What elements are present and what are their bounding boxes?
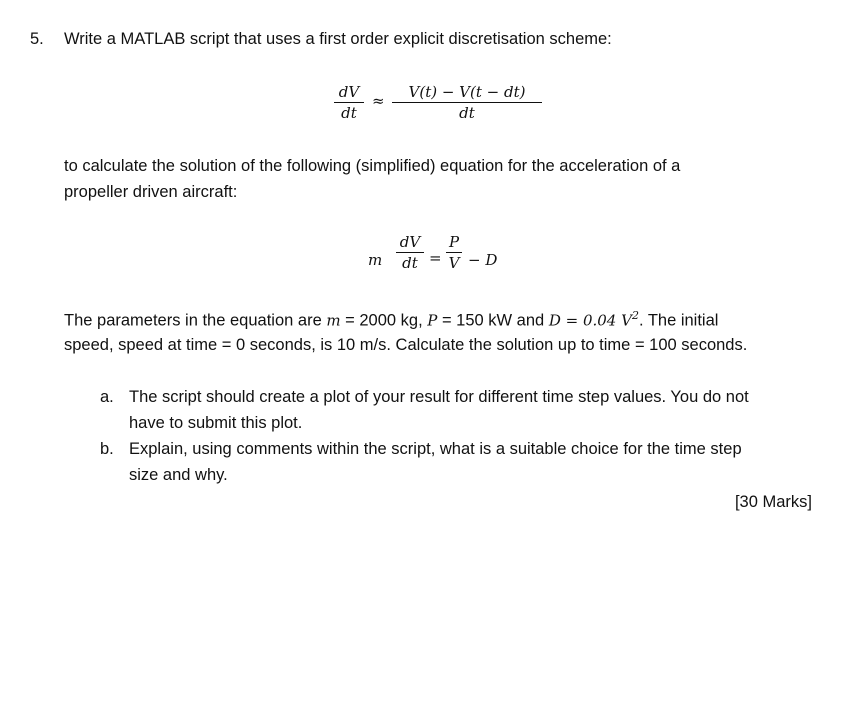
parameters-line-2: speed, speed at time = 0 seconds, is 10 m/s. Calculate the solution up to time = 100 seconds. — [64, 336, 748, 354]
lhs-numerator: dV — [338, 83, 360, 101]
lhs-fraction — [334, 82, 364, 123]
equals-symbol: = — [429, 249, 442, 267]
dvdt-numerator: dV — [399, 233, 421, 251]
list-marker: a. — [100, 388, 114, 406]
lhs-denominator: dt — [341, 104, 357, 122]
paragraph-line: propeller driven aircraft: — [64, 183, 238, 201]
rhs-fraction — [392, 82, 542, 123]
drag-term: − D — [468, 251, 498, 269]
question-number: 5. — [30, 30, 44, 48]
list-item-text: size and why. — [129, 466, 228, 484]
mass-symbol: m — [368, 251, 383, 269]
pv-fraction — [446, 232, 462, 273]
drag-exponent: 2 — [631, 309, 639, 322]
approx-symbol: ≈ — [372, 92, 385, 110]
list-item-text: The script should create a plot of your result for different time step values. You do not — [129, 388, 749, 406]
parameters-line: The parameters in the equation are m = 2000 kg, P = 150 kW and D = 0.04 $V^2$. The initial — [64, 309, 719, 330]
question-intro: Write a MATLAB script that uses a first order explicit discretisation scheme: — [64, 30, 612, 48]
m-symbol: m — [326, 311, 341, 330]
list-marker: b. — [100, 440, 114, 458]
list-item-text: have to submit this plot. — [129, 414, 303, 432]
pv-denominator: V — [448, 254, 460, 272]
drag-expression: D = 0.04 V — [548, 311, 632, 330]
p-symbol: P — [427, 311, 438, 330]
list-item-text: Explain, using comments within the script, what is a suitable choice for the time step — [129, 440, 742, 458]
marks-label: [30 Marks] — [734, 493, 812, 511]
rhs-numerator: V(t) − V(t − dt) — [408, 83, 526, 101]
dvdt-denominator: dt — [402, 254, 418, 272]
pv-numerator: P — [448, 233, 460, 251]
paragraph-line: to calculate the solution of the following (simplified) equation for the acceleration of a — [64, 157, 681, 175]
rhs-denominator: dt — [459, 104, 475, 122]
dvdt-fraction — [396, 232, 424, 273]
